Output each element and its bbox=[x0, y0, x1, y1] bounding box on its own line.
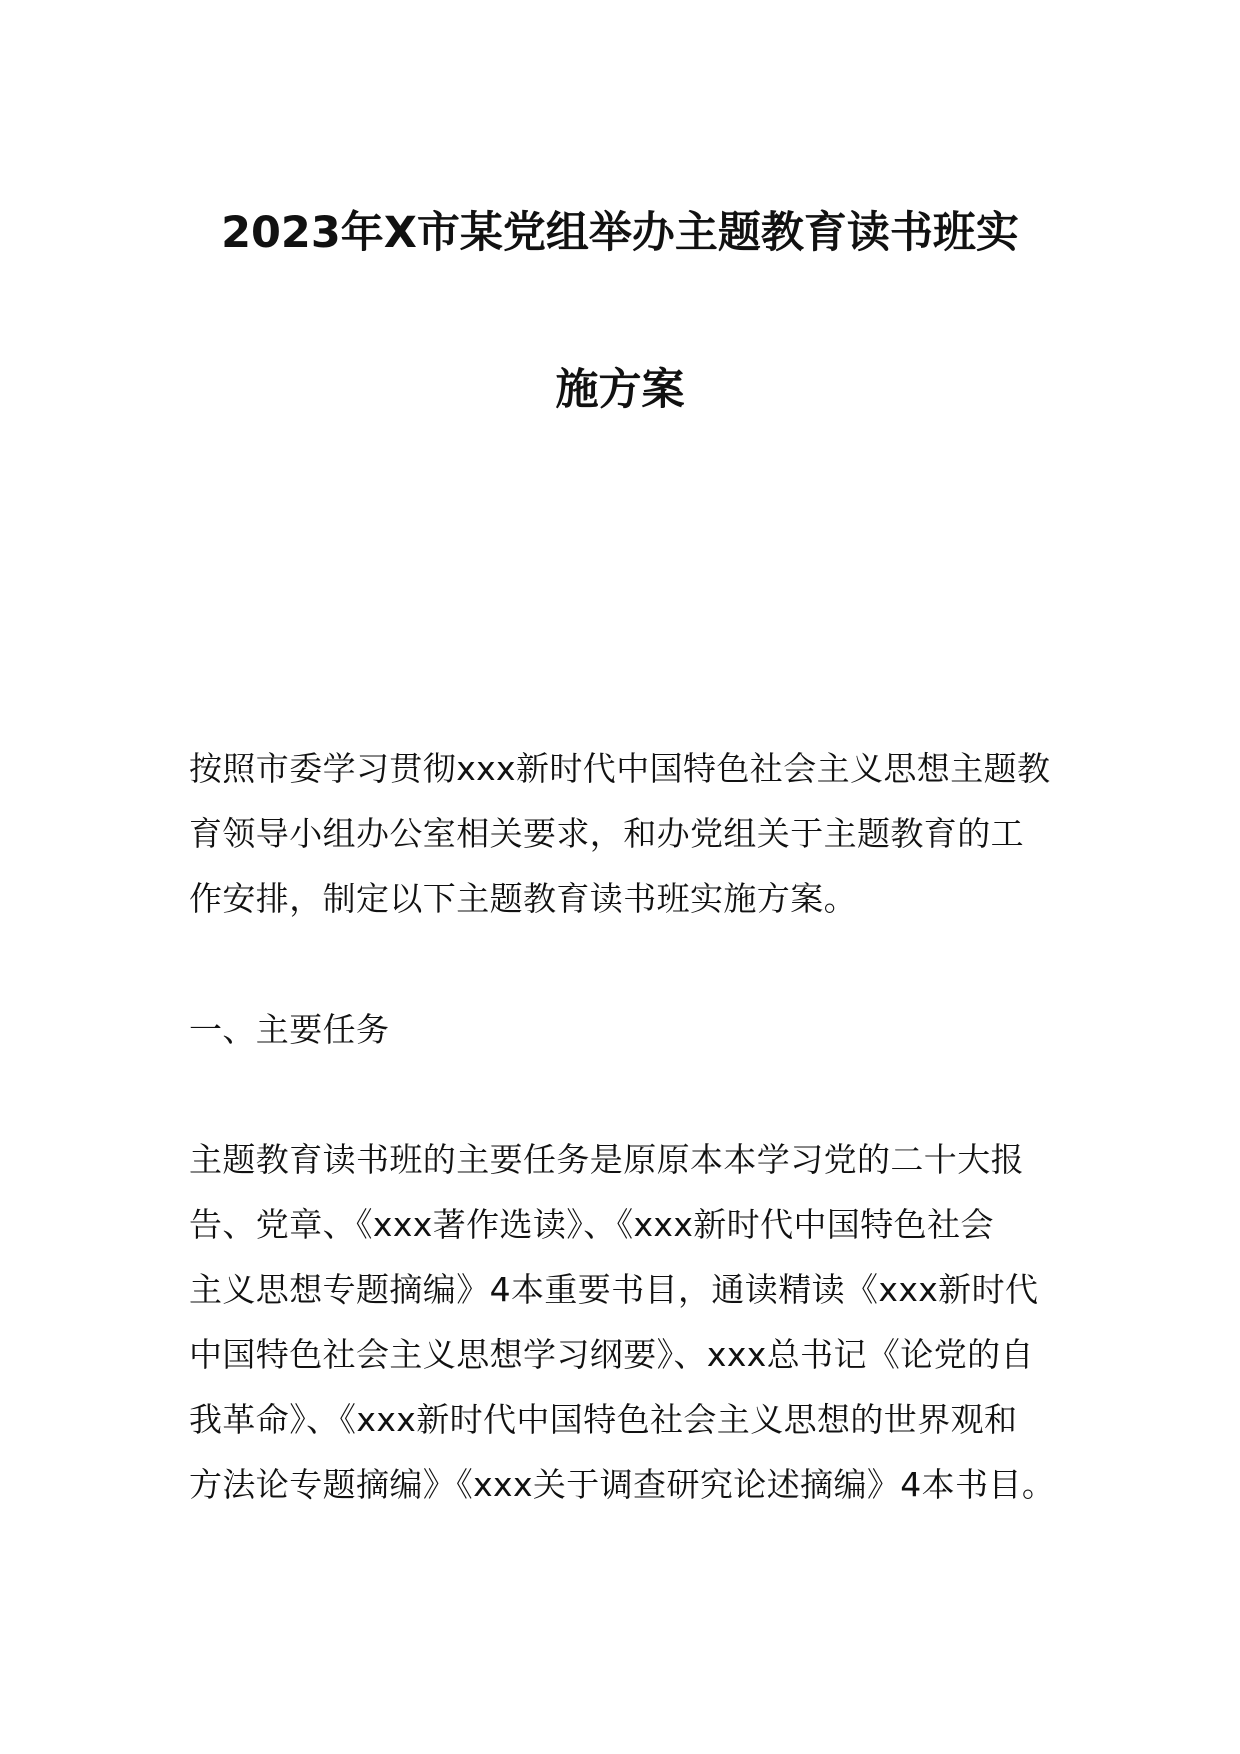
intro-line: 作安排，制定以下主题教育读书班实施方案。 bbox=[189, 879, 857, 918]
tasks-line: 告、党章、《xxx著作选读》、《xxx新时代中国特色社会 bbox=[189, 1205, 994, 1244]
tasks-line: 主题教育读书班的主要任务是原原本本学习党的二十大报 bbox=[189, 1140, 1024, 1179]
tasks-line: 中国特色社会主义思想学习纲要》、xxx总书记《论党的自 bbox=[189, 1335, 1034, 1374]
section-heading bbox=[189, 997, 1065, 1062]
intro-paragraph bbox=[189, 736, 1065, 931]
intro-line: 按照市委学习贯彻xxx新时代中国特色社会主义思想主题教 bbox=[189, 749, 1051, 788]
document-title-line-2: 施方案 bbox=[555, 365, 685, 415]
tasks-paragraph bbox=[189, 1127, 1065, 1517]
tasks-line: 主义思想专题摘编》4本重要书目，通读精读《xxx新时代 bbox=[189, 1270, 1039, 1309]
tasks-line: 我革命》、《xxx新时代中国特色社会主义思想的世界观和 bbox=[189, 1400, 1018, 1439]
tasks-line: 方法论专题摘编》《xxx关于调查研究论述摘编》4本书目。 bbox=[189, 1465, 1056, 1504]
intro-line: 育领导小组办公室相关要求，和办党组关于主题教育的工 bbox=[189, 814, 1024, 853]
section-heading-text: 一、主要任务 bbox=[189, 1010, 390, 1049]
document-title-line-1: 2023年X市某党组举办主题教育读书班实 bbox=[221, 208, 1019, 258]
